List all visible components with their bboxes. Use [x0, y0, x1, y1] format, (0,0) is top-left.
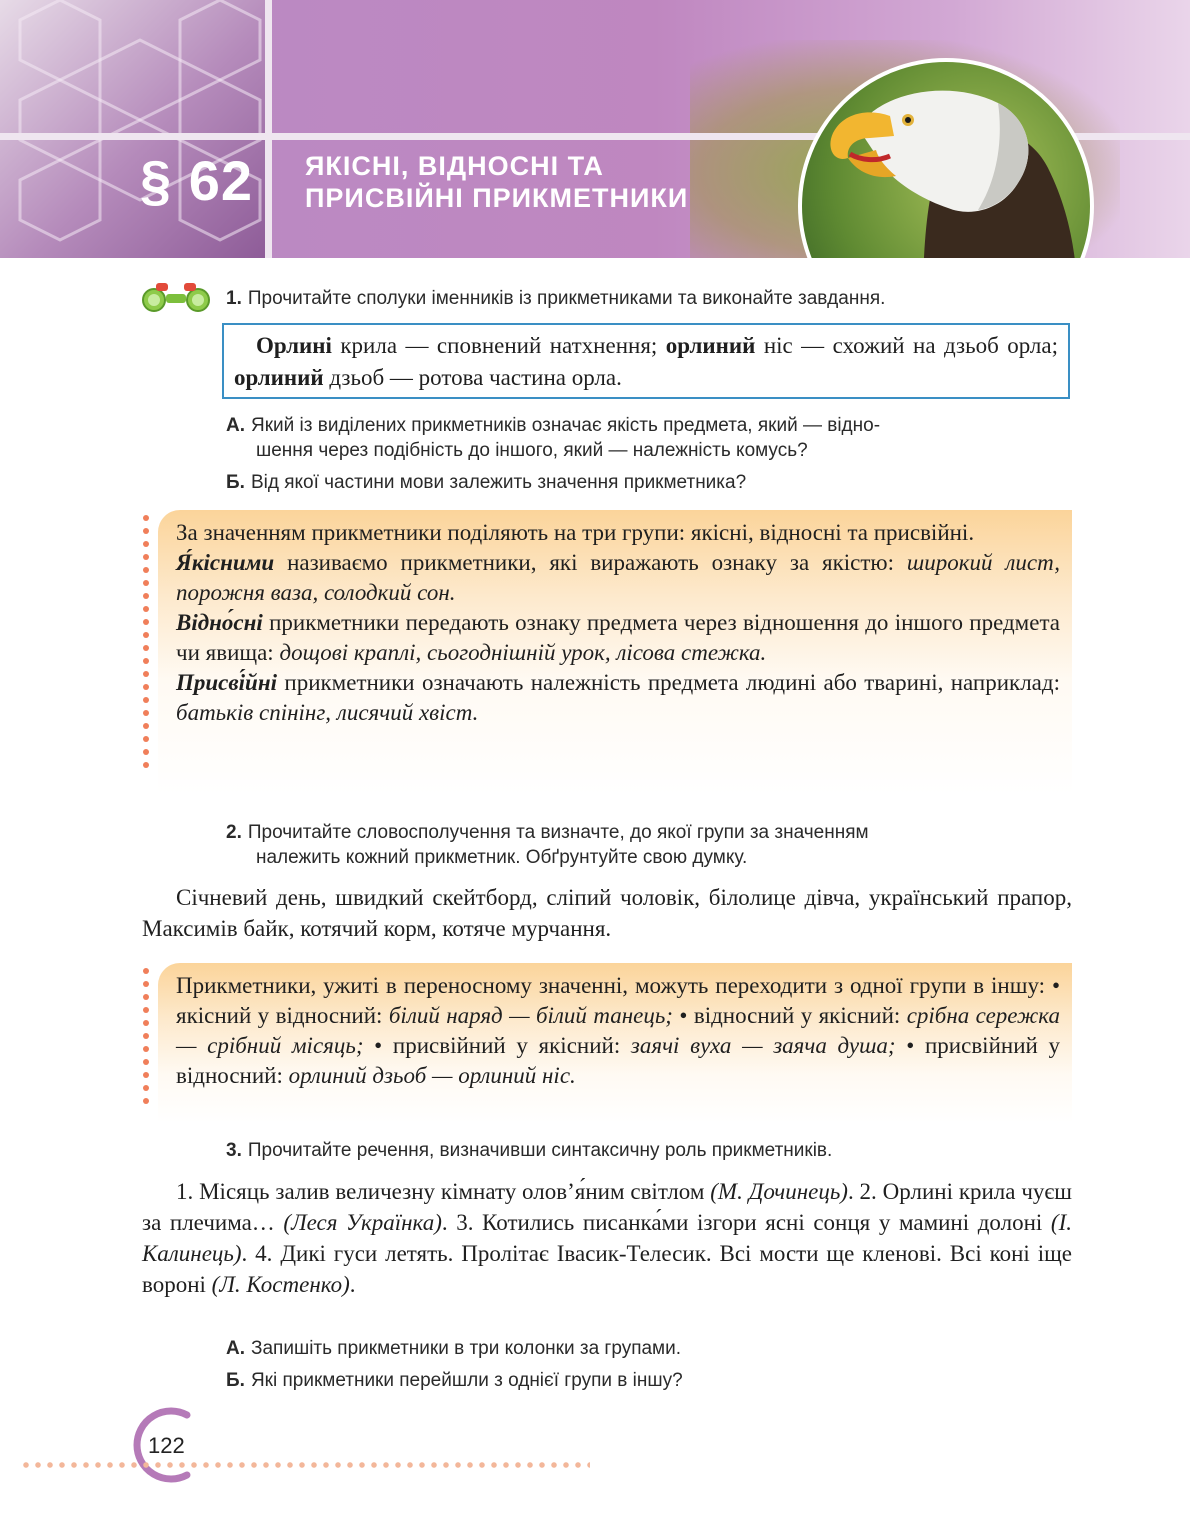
rule-text: Прикметники, ужиті в переносному значенні, можуть переходити з одної групи в іншу: • якісний у відносний: [176, 973, 1060, 1028]
section-header [0, 0, 1190, 258]
sentence: 1. Місяць залив величезну кімнату олов’я́ним світлом [176, 1179, 711, 1204]
rule-box-transition [158, 963, 1072, 1123]
question-a [226, 1336, 681, 1361]
bold-word: Орлині [256, 333, 332, 358]
rule-text: • відносний у якісний: [672, 1003, 907, 1028]
section-title [305, 150, 688, 214]
task-number: 3. [226, 1140, 242, 1161]
rule-possessive [176, 668, 1060, 728]
rule-text: прикметники передають ознаку предмета через відношення до іншого предмета чи явища: [176, 610, 1060, 665]
task-2-text: Січневий день, швидкий скейтборд, сліпий чоловік, білолице дівча, український прапор, Максимів байк, котячий корм, котяче мурчання. [142, 885, 1072, 941]
author: (Леся Українка) [283, 1210, 442, 1235]
task-2-heading-continued: належить кожний прикметник. Обґрунтуйте свою думку. [256, 847, 748, 868]
sentence: . 3. Котились писанка́ми ізгори ясні сонця у мамині долоні [441, 1210, 1051, 1235]
rule-relative [176, 608, 1060, 668]
examples: батьків спінінг, лисячий хвіст. [176, 700, 479, 725]
rule-text: прикметники означають належність предмета людині або тварині, наприклад: [277, 670, 1060, 695]
rule-box-adjective-groups [158, 510, 1072, 795]
examples: орлиний дзьоб — орлиний ніс. [288, 1063, 576, 1088]
task-3-heading [226, 1138, 832, 1163]
box-text: крила — сповнений натхнення; [331, 333, 666, 358]
question-text: Від якої частини мови залежить значення прикметника? [250, 472, 747, 493]
box-text: ніс — схожий на дзьоб орла; [755, 333, 1058, 358]
box-text: дзьоб — ротова частина орла. [323, 365, 622, 390]
question-label: А. [226, 415, 245, 436]
sentence: . 4. Дикі гуси летять. Пролітає Івасик-Телесик. Всі мости ще кленові. Всі коні іще вороні [142, 1241, 1072, 1297]
question-text: Які прикметники перейшли з однієї групи в іншу? [250, 1370, 683, 1391]
eagle-photo [798, 58, 1098, 258]
rule-qualitative [176, 548, 1060, 608]
bold-word: орлиний [665, 333, 756, 358]
task-text: Прочитайте сполуки іменників із прикметниками та виконайте завдання. [247, 288, 886, 309]
question-b [226, 470, 746, 495]
task-3-sentences [142, 1176, 1072, 1300]
question-label: А. [226, 1338, 245, 1359]
author: (М. Дочинець) [710, 1179, 848, 1204]
term: Присві́йні [176, 670, 278, 695]
task-number: 1. [226, 288, 242, 309]
task-text: Прочитайте речення, визначивши синтаксичну роль прикметників. [247, 1140, 833, 1161]
examples: заячі вуха — заяча душа; [630, 1033, 896, 1058]
question-a [226, 413, 880, 438]
sentence: . 2. Орлині крила чуєш за плечима… [142, 1179, 1072, 1235]
term: Я́кісними [176, 550, 275, 575]
section-number: § 62 [140, 149, 253, 212]
rule-text: називаємо прикметники, які виражають ознаку за якістю: [274, 550, 907, 575]
rule-text: • присвійний у якісний: [363, 1033, 631, 1058]
footer-dots [20, 1462, 590, 1468]
rule-intro: За значенням прикметники поділяють на три групи: якісні, відносні та присвійні. [176, 520, 975, 545]
question-text: Який із виділених прикметників означає якість предмета, який — відно- [251, 415, 881, 436]
rule-dots [143, 515, 149, 775]
task-1-heading [226, 286, 885, 311]
question-text: Запишіть прикметники в три колонки за групами. [251, 1338, 682, 1359]
rule-dots [143, 968, 149, 1111]
title-line-1: ЯКІСНІ, ВІДНОСНІ ТА [305, 151, 604, 181]
task-number: 2. [226, 822, 242, 843]
examples: широкий лист, порожня ваза, солодкий сон. [176, 550, 1061, 605]
question-label: Б. [226, 472, 245, 493]
sentence: . [349, 1272, 356, 1297]
example-box [222, 323, 1070, 399]
examples: дощові краплі, сьогоднішній урок, лісова стежка. [279, 640, 767, 665]
question-b [226, 1368, 683, 1393]
rule-text: • присвійний у відносний: [176, 1033, 1060, 1088]
examples: срібна сережка — срібний місяць; [176, 1003, 1060, 1058]
binoculars-icon [140, 280, 216, 316]
question-label: Б. [226, 1370, 245, 1391]
author: (І. Калинець) [142, 1210, 1072, 1266]
examples: білий наряд — білий танець; [388, 1003, 673, 1028]
page-number: 122 [148, 1433, 185, 1458]
hexagon-pattern [0, 0, 265, 258]
question-a-continued: шення через подібність до іншого, який — належність комусь? [256, 440, 808, 461]
term: Відно́сні [176, 610, 263, 635]
task-2-heading [226, 820, 869, 845]
author: (Л. Костенко) [211, 1272, 350, 1297]
title-line-2: ПРИСВІЙНІ ПРИКМЕТНИКИ [305, 183, 689, 213]
task-text: Прочитайте словосполучення та визначте, до якої групи за значенням [247, 822, 869, 843]
header-divider [265, 0, 272, 258]
bold-word: орлиний [234, 365, 324, 390]
